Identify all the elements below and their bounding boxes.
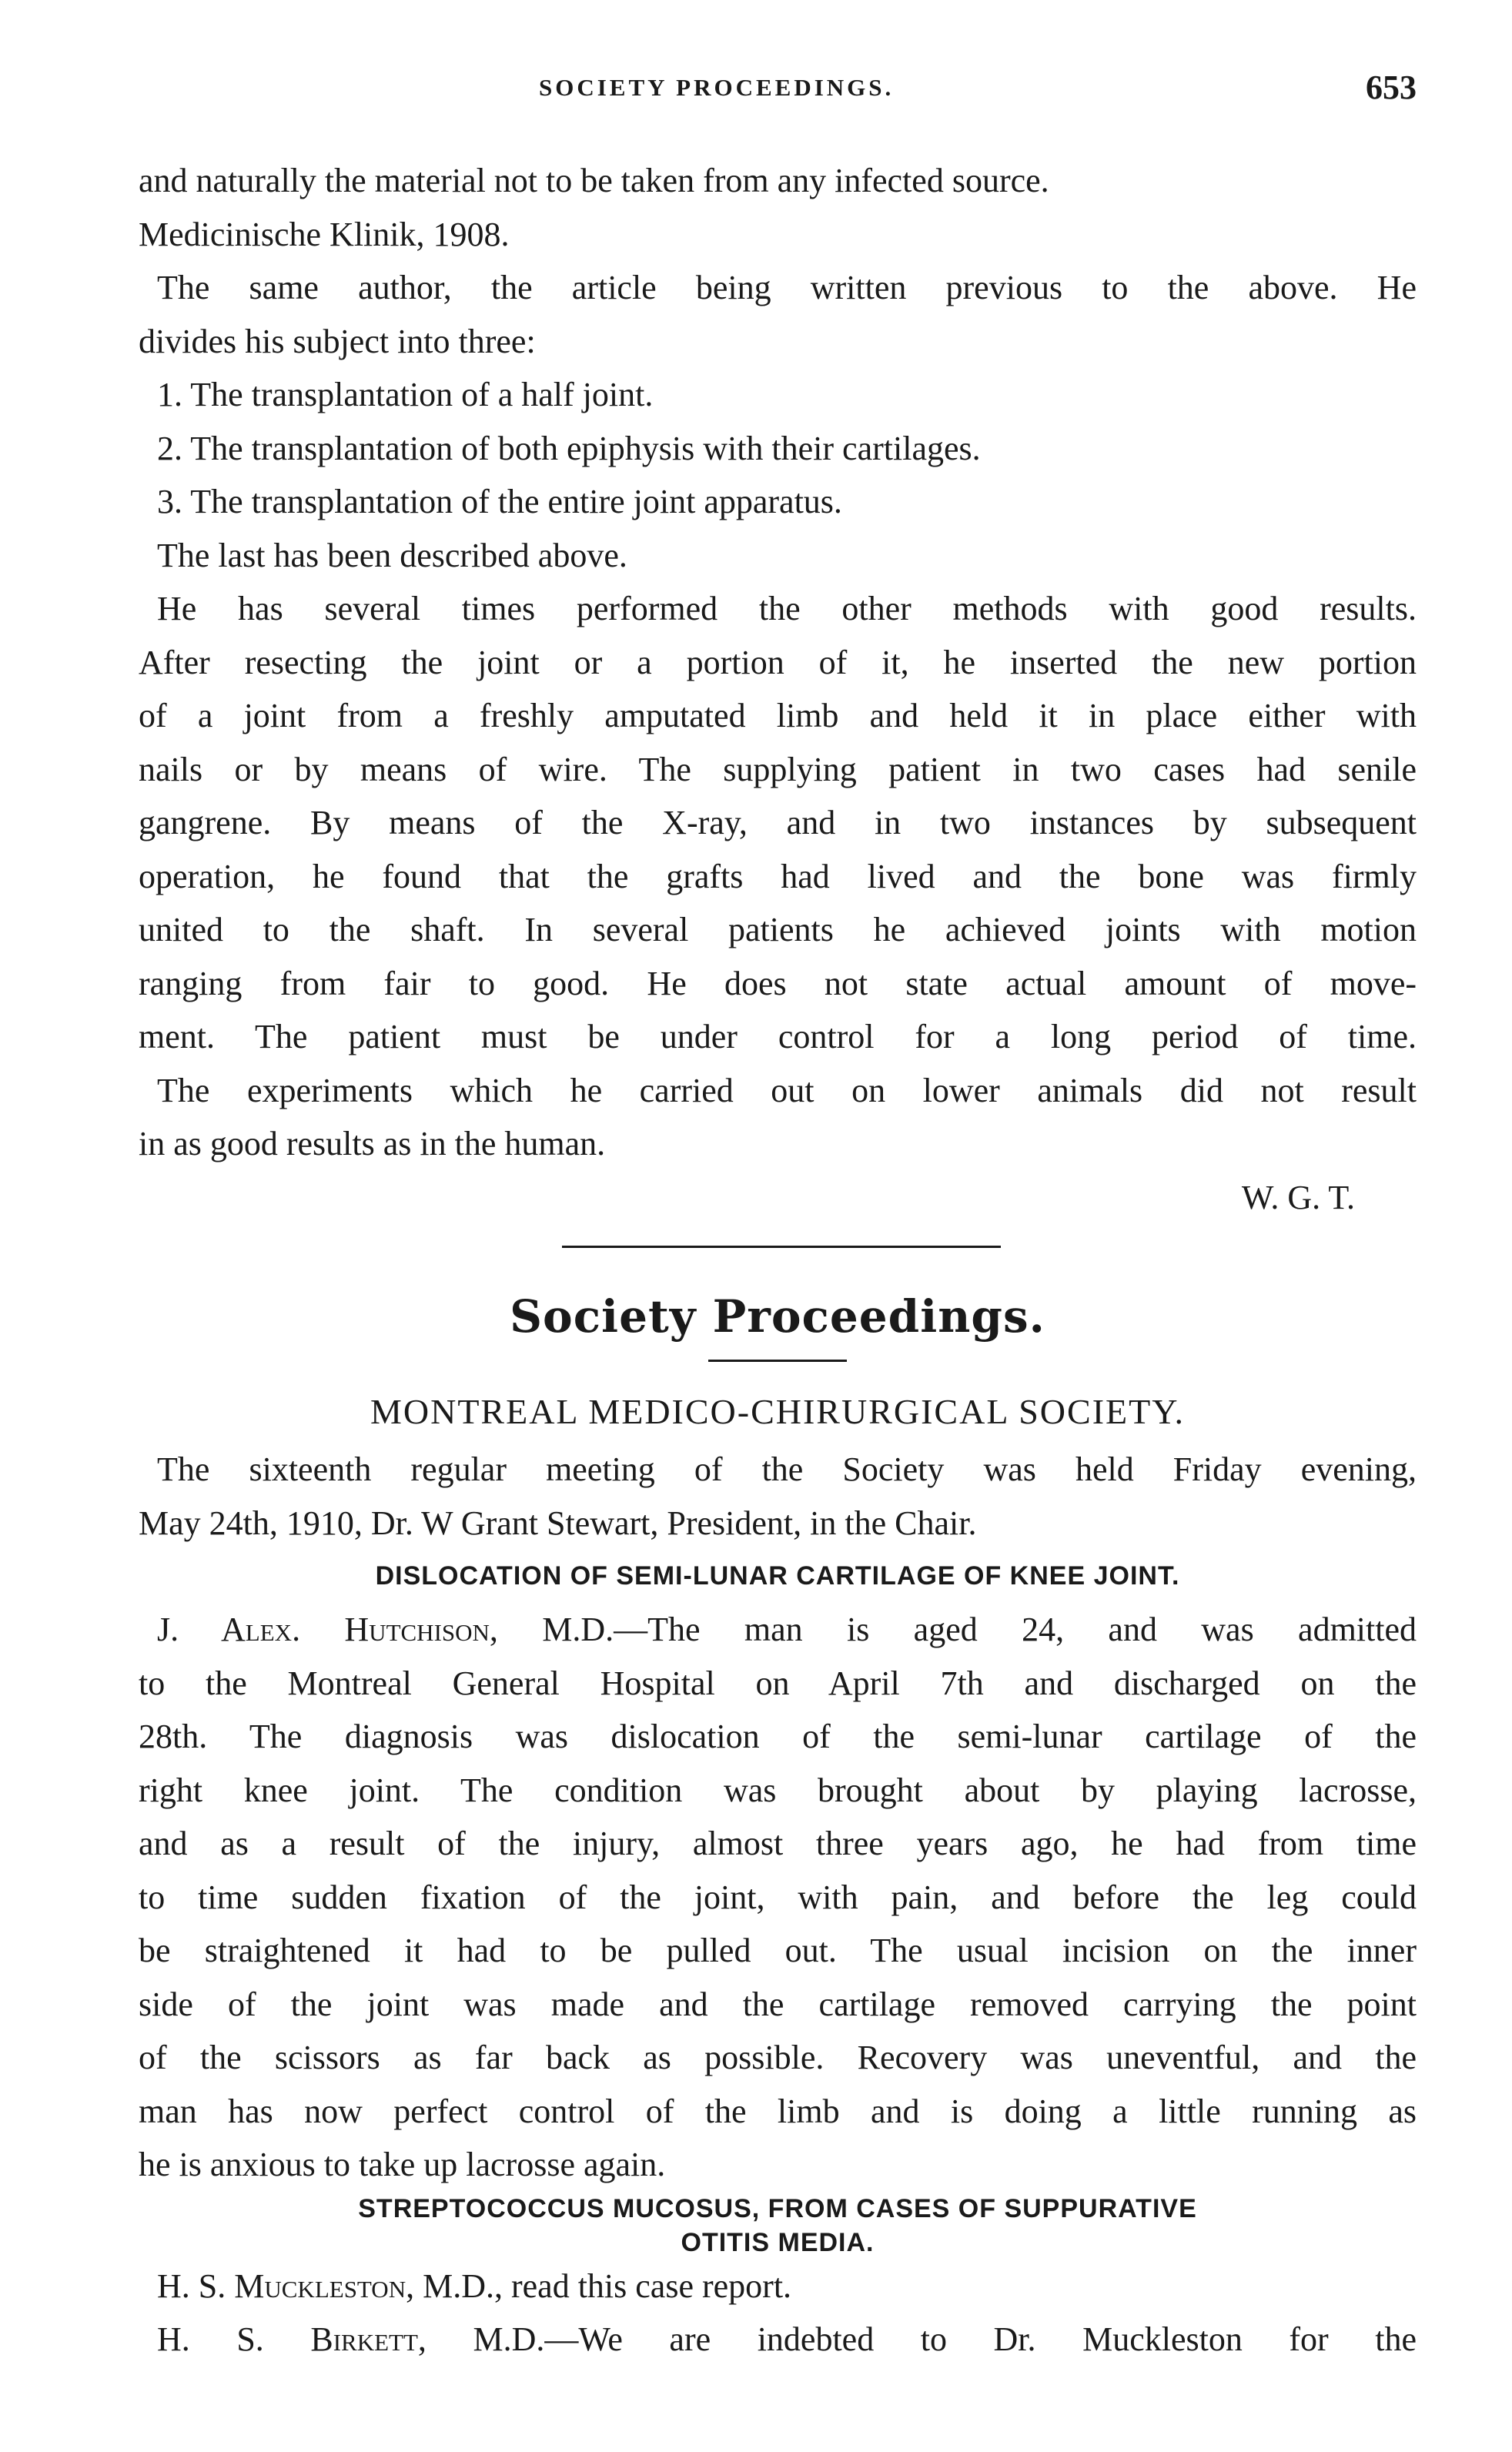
case-author: J. Alex. Hutchison, M.D. [157, 1611, 614, 1648]
list-item: 3. The transplantation of the entire joint apparatus. [157, 483, 842, 520]
text-line: he is anxious to take up lacrosse again. [139, 2146, 666, 2183]
text-line: side of the joint was made and the cartilage removed carrying the point [139, 1985, 1417, 2023]
report-text: , read this case report. [493, 2266, 792, 2305]
text-line: in as good results as in the human. [139, 1125, 606, 1162]
text-line: to the Montreal General Hospital on April 7th and discharged on the [139, 1664, 1417, 1702]
text-line: Medicinische Klinik, 1908. [139, 215, 510, 253]
text-line: The last has been described above. [157, 536, 627, 574]
text-line: of the scissors as far back as possible. Recovery was uneventful, and the [139, 2039, 1417, 2076]
report-subheading-line-1: STREPTOCOCCUS MUCOSUS, FROM CASES OF SUPPURATIVE [358, 2193, 1197, 2223]
running-head [139, 69, 1417, 120]
society-name: MONTREAL MEDICO-CHIRURGICAL SOCIETY. [370, 1392, 1185, 1431]
text-line: The sixteenth regular meeting of the Society was held Friday evening, [157, 1450, 1417, 1488]
text-line: nails or by means of wire. The supplying patient in two cases had senile [139, 750, 1417, 788]
text-line: and as a result of the injury, almost three years ago, he had from time [139, 1825, 1417, 1862]
report-text: —We are indebted to Dr. Muckleston for the [544, 2320, 1417, 2358]
report-author: H. S. Birkett, M.D. [157, 2320, 545, 2358]
list-item: 2. The transplantation of both epiphysis with their cartilages. [157, 429, 981, 467]
text-line: man has now perfect control of the limb and is doing a little running as [139, 2092, 1417, 2130]
text-line: divides his subject into three: [139, 322, 536, 360]
page-number: 653 [1366, 69, 1417, 106]
text-line: right knee joint. The condition was brought about by playing lacrosse, [139, 1771, 1417, 1809]
signature: W. G. T. [1241, 1178, 1355, 1216]
text-line: After resecting the joint or a portion of it, he inserted the new portion [139, 643, 1417, 681]
section-title: Society Proceedings. [510, 1290, 1045, 1343]
text-line: May 24th, 1910, Dr. W Grant Stewart, President, in the Chair. [139, 1504, 977, 1542]
case-subheading: DISLOCATION OF SEMI-LUNAR CARTILAGE OF KNEE JOINT. [375, 1561, 1180, 1591]
text-line: be straightened it had to be pulled out. The usual incision on the inner [139, 1932, 1417, 1969]
running-title: SOCIETY PROCEEDINGS. [539, 74, 895, 101]
text-line: of a joint from a freshly amputated limb and held it in place either with [139, 697, 1417, 734]
text-line: gangrene. By means of the X-ray, and in two instances by subsequent [139, 804, 1417, 841]
report-subheading-line-2: OTITIS MEDIA. [681, 2227, 875, 2257]
case-first-text: —The man is aged 24, and was admitted [614, 1611, 1417, 1648]
page-body [139, 154, 1417, 2367]
text-line: ranging from fair to good. He does not state actual amount of move- [139, 964, 1417, 1002]
text-line: ment. The patient must be under control for a long period of time. [139, 1018, 1417, 1055]
report-line [139, 2313, 1417, 2367]
report-subheading [139, 2192, 1417, 2260]
text-line: to time sudden fixation of the joint, with pain, and before the leg could [139, 1878, 1417, 1916]
report-author: H. S. Muckleston, M.D. [157, 2266, 494, 2305]
list-item: 1. The transplantation of a half joint. [157, 376, 654, 413]
report-line [139, 2260, 1417, 2313]
text-line: He has several times performed the other methods with good results. [157, 590, 1417, 627]
case-first-line [139, 1603, 1417, 1657]
text-line: The experiments which he carried out on lower animals did not result [157, 1071, 1417, 1109]
section-divider [139, 1224, 1417, 1278]
text-line: operation, he found that the grafts had lived and the bone was firmly [139, 857, 1417, 895]
text-line: united to the shaft. In several patients he achieved joints with motion [139, 911, 1417, 948]
text-line: The same author, the article being written previous to the above. He [157, 269, 1417, 306]
text-line: and naturally the material not to be taken from any infected source. [139, 162, 1049, 199]
title-underline [139, 1355, 1417, 1381]
text-line: 28th. The diagnosis was dislocation of the semi-lunar cartilage of the [139, 1718, 1417, 1755]
